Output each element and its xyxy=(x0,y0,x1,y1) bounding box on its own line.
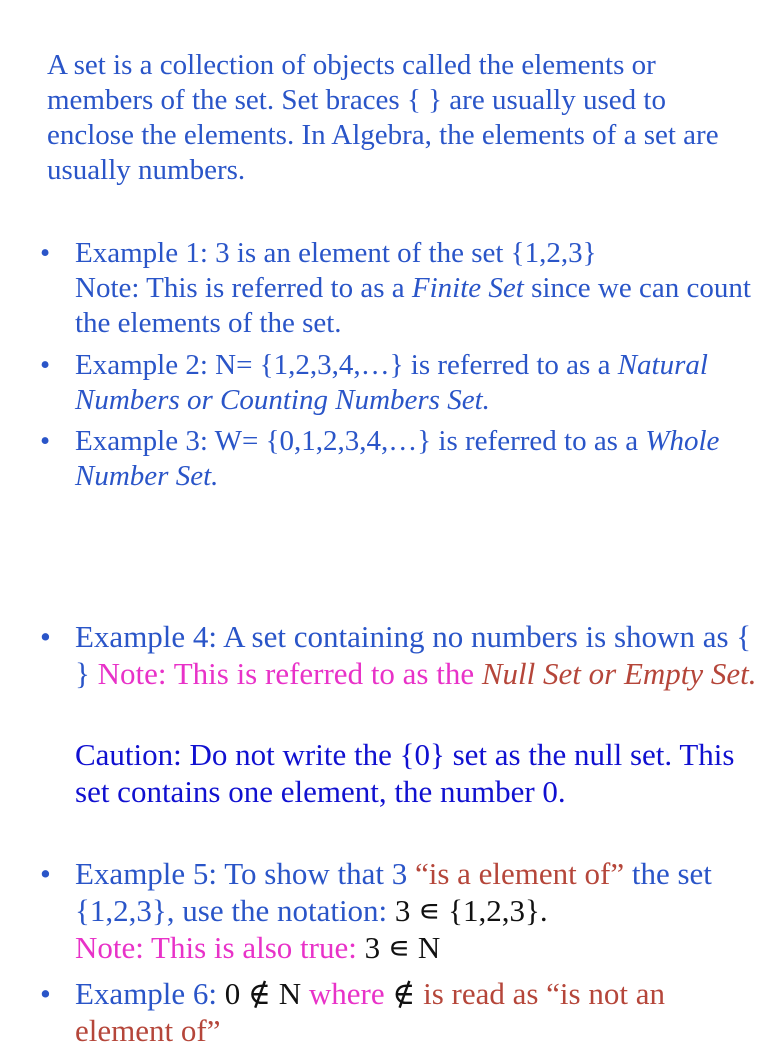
example-1-statement: Example 1: 3 is an element of the set {1,2,3} xyxy=(75,237,597,269)
example-3-statement: Example 3: W= {0,1,2,3,4,…} is referred to as a xyxy=(75,425,646,457)
example-6-where: where xyxy=(301,976,393,1011)
example-1-note: Note: This is referred to as a xyxy=(75,272,412,304)
intro-paragraph: A set is a collection of objects called the elements or members of the set. Set braces { } are usually used to enclose the elements. In Algebra, the elements of a set are usually numbers. xyxy=(47,49,719,186)
bullet-icon: • xyxy=(40,425,51,457)
element-of-n-notation: 3 ∊ N xyxy=(364,930,441,965)
bullet-icon: • xyxy=(40,976,51,1011)
example-2-statement: Example 2: N= {1,2,3,4,…} is referred to as a xyxy=(75,349,618,381)
element-of-notation: 3 ∊ {1,2,3}. xyxy=(394,893,548,928)
not-element-notation: 0 ∉ N xyxy=(224,976,302,1011)
null-set-term: Null Set or Empty Set. xyxy=(481,656,757,691)
example-4-note: Note: This is referred to as the xyxy=(97,656,482,691)
whole-number-term: Whole Number Set. xyxy=(75,425,720,492)
example-6-item xyxy=(40,975,760,1049)
example-6-statement: Example 6: xyxy=(75,976,225,1011)
example-5-statement: Example 5: To show that 3 xyxy=(75,856,415,891)
example-3-item xyxy=(40,424,760,494)
example-1-item xyxy=(40,236,760,341)
natural-numbers-term: Natural Numbers or Counting Numbers Set. xyxy=(75,349,708,416)
finite-set-term: Finite Set xyxy=(411,272,524,304)
not-element-symbol: ∉ xyxy=(392,976,416,1011)
example-5-note: Note: This is also true: xyxy=(75,930,365,965)
example-1-note-end: since we can count the elements of the set. xyxy=(75,272,751,339)
example-5-notation-intro: the set {1,2,3}, use the notation: xyxy=(75,856,712,928)
bullet-icon: • xyxy=(40,349,51,381)
example-2-item xyxy=(40,348,760,418)
caution-note: Caution: Do not write the {0} set as the null set. This set contains one element, the number 0. xyxy=(75,737,735,809)
example-5-item xyxy=(40,855,760,966)
element-of-phrase: “is a element of” xyxy=(414,856,625,891)
bullet-icon: • xyxy=(40,619,51,654)
example-6-reading: is read as “is not an element of” xyxy=(75,976,665,1048)
example-4-item xyxy=(40,618,760,692)
bullet-icon: • xyxy=(40,856,51,891)
bullet-icon: • xyxy=(40,237,51,269)
example-4-statement: Example 4: A set containing no numbers is shown as { } xyxy=(75,619,752,691)
